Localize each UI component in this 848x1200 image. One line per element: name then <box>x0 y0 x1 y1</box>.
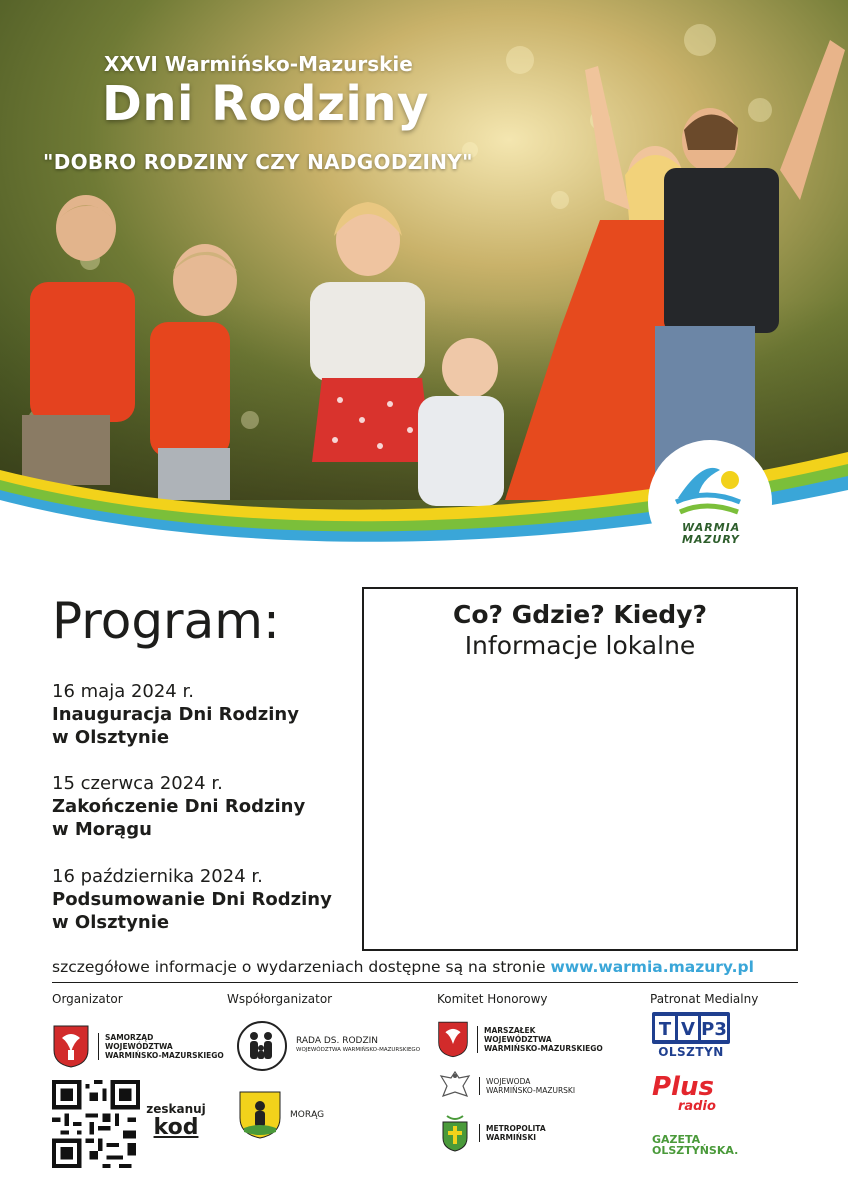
organizer-line1: SAMORZĄD <box>105 1032 154 1042</box>
scan-prompt <box>146 1102 206 1140</box>
rada-line1: RADA DS. RODZIN <box>296 1036 379 1046</box>
marszalek-logo <box>437 1020 603 1058</box>
tvp3-wordmark-icon <box>652 1012 730 1044</box>
wojewoda-name <box>479 1077 575 1095</box>
event-name-line1: Zakończenie Dni Rodziny <box>52 796 306 817</box>
gazeta-olsztynska-logo <box>652 1134 738 1156</box>
metropolita-line1: METROPOLITA <box>486 1124 546 1133</box>
metropolita-line2: WARMIŃSKI <box>486 1133 537 1142</box>
svg-text:P3: P3 <box>701 1019 727 1040</box>
marszalek-line1: MARSZAŁEK <box>484 1025 536 1035</box>
rada-line2: WOJEWÓDZTWA WARMIŃSKO-MAZURSKIEGO <box>296 1047 421 1053</box>
event-name-line2: w Olsztynie <box>52 727 170 748</box>
event-edition: XXVI Warmińsko-Mazurskie <box>104 52 413 76</box>
media-label: Patronat Medialny <box>650 992 759 1006</box>
website-link[interactable]: www.warmia.mazury.pl <box>550 958 754 976</box>
plus-radio-logo <box>652 1074 732 1118</box>
details-text: szczegółowe informacje o wydarzeniach dostępne są na stronie <box>52 958 551 976</box>
rada-name <box>296 1037 420 1055</box>
metropolitan-arms-icon <box>439 1114 471 1152</box>
program-event-1 <box>52 680 372 749</box>
logo-line2: MAZURY <box>682 533 740 546</box>
program-title: Program: <box>52 592 280 650</box>
event-title: Dni Rodziny <box>102 76 429 132</box>
committee-label: Komitet Honorowy <box>437 992 548 1006</box>
event-name-line1: Inauguracja Dni Rodziny <box>52 704 299 725</box>
tvp3-city: OLSZTYN <box>658 1045 724 1059</box>
event-date: 16 października 2024 r. <box>52 866 263 887</box>
info-subheading: Informacje lokalne <box>464 631 696 660</box>
event-slogan: "DOBRO RODZINY CZY NADGODZINY" <box>43 150 473 174</box>
plus-wordmark: Plus <box>652 1072 714 1102</box>
coorganizer-label: Współorganizator <box>227 992 333 1006</box>
program-event-2 <box>52 772 372 841</box>
scan-line2: kod <box>153 1115 199 1140</box>
gazeta-line1: GAZETA <box>652 1133 701 1146</box>
wojewoda-logo <box>439 1068 575 1104</box>
morag-coat-of-arms-icon <box>238 1090 282 1140</box>
divider <box>52 982 798 983</box>
event-name-line2: w Morągu <box>52 819 152 840</box>
tvp3-logo <box>652 1012 730 1044</box>
info-heading: Co? Gdzie? Kiedy? <box>452 600 708 629</box>
metropolita-name <box>479 1124 546 1142</box>
local-info-box <box>362 587 798 951</box>
wojewoda-line1: WOJEWODA <box>486 1077 531 1086</box>
hero-banner <box>0 0 848 560</box>
organizer-label: Organizator <box>52 992 123 1006</box>
marszalek-name <box>477 1026 603 1053</box>
scan-line1: zeskanuj <box>146 1102 206 1116</box>
metropolita-logo <box>439 1114 546 1152</box>
marszalek-line2: WOJEWÓDZTWA <box>484 1034 552 1044</box>
event-name-line1: Podsumowanie Dni Rodziny <box>52 889 332 910</box>
gazeta-line2: OLSZTYŃSKA. <box>652 1144 739 1157</box>
event-date: 15 czerwca 2024 r. <box>52 773 223 794</box>
morag-logo <box>238 1090 324 1140</box>
organizer-name <box>98 1033 224 1060</box>
details-note <box>52 958 798 976</box>
svg-text:V: V <box>681 1019 695 1040</box>
organizer-logo <box>52 1024 224 1068</box>
morag-name: MORĄG <box>290 1109 325 1120</box>
radio-wordmark: radio <box>678 1099 716 1114</box>
event-date: 16 maja 2024 r. <box>52 681 194 702</box>
rada-logo <box>236 1020 420 1072</box>
organizer-line2: WOJEWÓDZTWA <box>105 1041 173 1051</box>
family-council-icon <box>236 1020 288 1072</box>
logo-line1: WARMIA <box>682 521 741 534</box>
polish-eagle-icon <box>439 1068 471 1104</box>
voivodeship-shield-icon <box>52 1024 90 1068</box>
organizer-line3: WARMIŃSKO-MAZURSKIEGO <box>105 1050 224 1060</box>
wojewoda-line2: WARMIŃSKO-MAZURSKI <box>486 1086 576 1095</box>
svg-text:T: T <box>658 1019 672 1040</box>
event-name-line2: w Olsztynie <box>52 912 170 933</box>
program-event-3 <box>52 865 372 934</box>
warmia-mazury-wordmark <box>682 522 740 546</box>
qr-code[interactable] <box>52 1080 140 1168</box>
marszalek-shield-icon <box>437 1020 469 1058</box>
marszalek-line3: WARMIŃSKO-MAZURSKIEGO <box>484 1043 603 1053</box>
